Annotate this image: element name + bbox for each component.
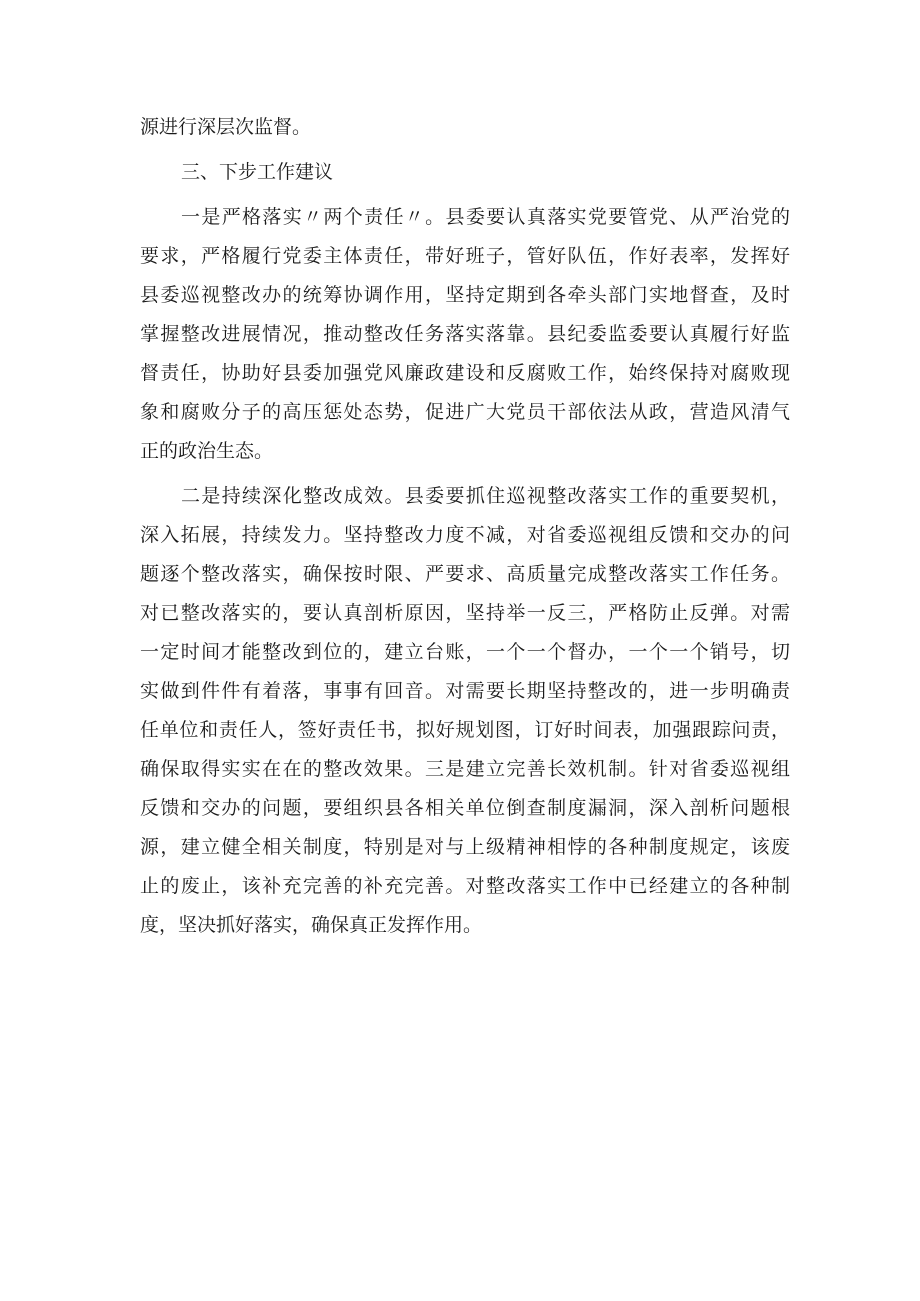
paragraph-2-line: 任单位和责任人，签好责任书，拟好规划图，订好时间表，加强跟踪问责，	[140, 719, 790, 741]
paragraph-continuation-line: 源进行深层次监督。	[140, 116, 312, 138]
paragraph-1-line: 正的政治生态。	[140, 440, 274, 462]
paragraph-1-line: 象和腐败分子的高压惩处态势，促进广大党员干部依法从政，营造风清气	[140, 401, 790, 423]
paragraph-2-line: 二是持续深化整改成效。县委要抓住巡视整改落实工作的重要契机，	[181, 485, 790, 507]
paragraph-2-line: 止的废止，该补充完善的补充完善。对整改落实工作中已经建立的各种制	[140, 875, 790, 897]
paragraph-2-line: 度，坚决抓好落实，确保真正发挥作用。	[140, 914, 483, 936]
paragraph-2-line: 深入拓展，持续发力。坚持整改力度不减，对省委巡视组反馈和交办的问	[140, 524, 790, 546]
paragraph-1-line: 掌握整改进展情况，推动整改任务落实落靠。县纪委监委要认真履行好监	[140, 323, 790, 345]
paragraph-1-line: 督责任，协助好县委加强党风廉政建设和反腐败工作，始终保持对腐败现	[140, 362, 790, 384]
paragraph-1-line: 一是严格落实〃两个责任〃。县委要认真落实党要管党、从严治党的	[181, 206, 790, 228]
paragraph-2-line: 反馈和交办的问题，要组织县各相关单位倒查制度漏洞，深入剖析问题根	[140, 797, 790, 819]
paragraph-2-line: 确保取得实实在在的整改效果。三是建立完善长效机制。针对省委巡视组	[140, 758, 790, 780]
paragraph-1-line: 要求，严格履行党委主体责任，带好班子，管好队伍，作好表率，发挥好	[140, 245, 790, 267]
section-heading: 三、下步工作建议	[181, 161, 334, 183]
document-body	[140, 108, 790, 945]
paragraph-1-line: 县委巡视整改办的统筹协调作用，坚持定期到各牵头部门实地督查，及时	[140, 284, 790, 306]
paragraph-2-line: 一定时间才能整改到位的，建立台账，一个一个督办，一个一个销号，切	[140, 641, 790, 663]
paragraph-2-line: 源，建立健全相关制度，特别是对与上级精神相悖的各种制度规定，该废	[140, 836, 790, 858]
paragraph-2-line: 实做到件件有着落，事事有回音。对需要长期坚持整改的，进一步明确责	[140, 680, 790, 702]
paragraph-2-line: 题逐个整改落实，确保按时限、严要求、高质量完成整改落实工作任务。	[140, 563, 790, 585]
paragraph-2-line: 对已整改落实的，要认真剖析原因，坚持举一反三，严格防止反弹。对需	[140, 602, 790, 624]
